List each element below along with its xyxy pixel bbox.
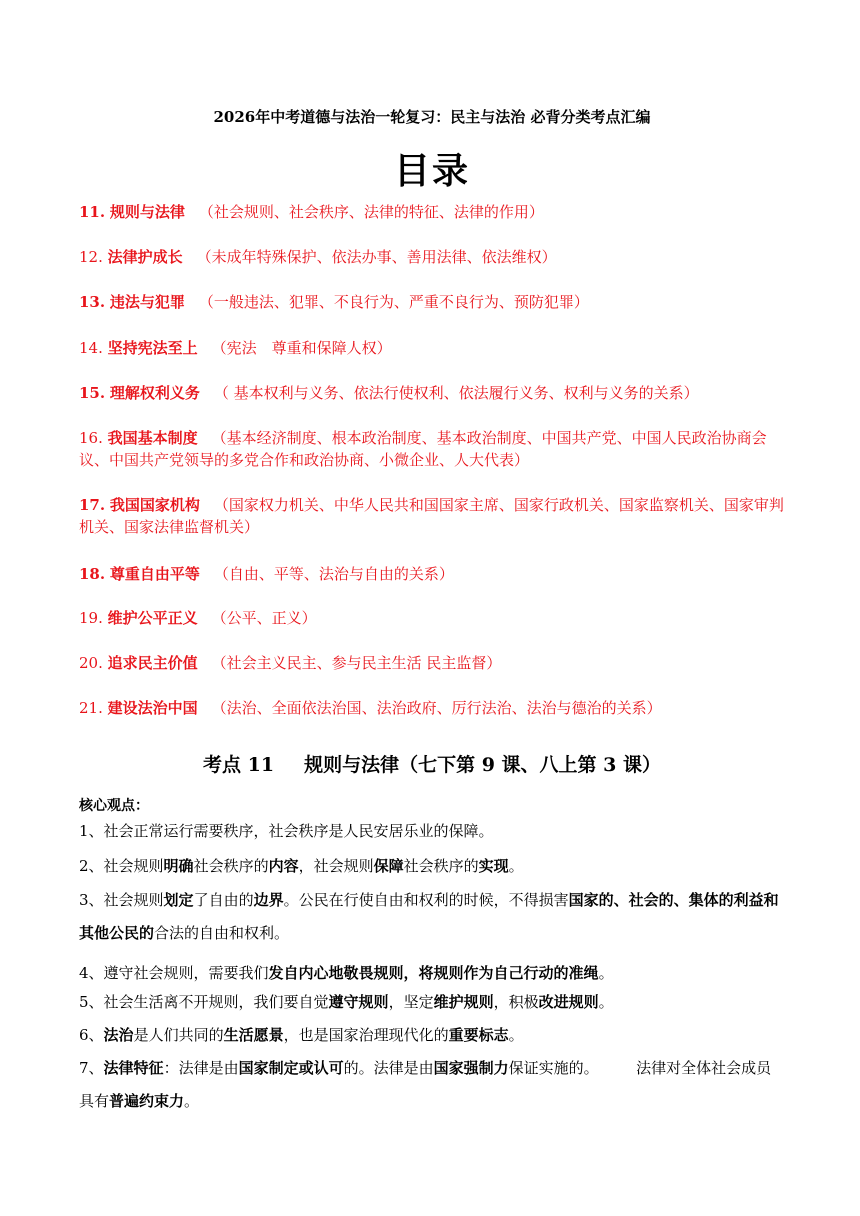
core-point: [79, 884, 785, 950]
toc-item-description: （ 基本权利与义务、依法行使权利、依法履行义务、权利与义务的关系）: [213, 384, 699, 402]
toc-item-description: （国家权力机关、中华人民共和国国家主席、国家行政机关、国家监察机关、国家审判机关、国家法律监督机关）: [79, 496, 784, 536]
toc-item-number: 13.: [79, 293, 106, 311]
core-point: [79, 1052, 785, 1118]
point-text: 社会秩序的: [193, 857, 269, 875]
point-text: 。: [508, 1026, 524, 1044]
toc-item: [79, 563, 785, 585]
toc-item-name: 理解权利义务: [109, 384, 200, 402]
toc-item-name: 尊重自由平等: [109, 565, 200, 583]
emphasis-text: 国家的、社会的、集体的利益和其他公民的: [79, 891, 779, 942]
toc-item-number: 18.: [79, 565, 106, 583]
toc-item-number: 17.: [79, 496, 106, 514]
emphasis-text: 明确: [163, 857, 194, 875]
emphasis-text: 边界: [253, 891, 284, 909]
toc-item-number: 19.: [79, 609, 103, 627]
point-text: 7、: [79, 1059, 104, 1077]
toc-item: [79, 246, 785, 268]
toc-item: [79, 494, 785, 538]
toc-item: [79, 427, 785, 471]
toc-item-description: （未成年特殊保护、依法办事、善用法律、依法维权）: [196, 248, 557, 266]
toc-item-description: （法治、全面依法治国、法治政府、厉行法治、法治与德治的关系）: [211, 699, 662, 717]
point-text: 5、社会生活离不开规则，我们要自觉: [79, 993, 329, 1011]
toc-item-description: （自由、平等、法治与自由的关系）: [213, 565, 454, 583]
point-text: 合法的自由和权利。: [154, 924, 290, 942]
core-point: [79, 850, 785, 883]
toc-item-description: （社会规则、社会秩序、法律的特征、法律的作用）: [198, 203, 544, 221]
toc-heading: 目录: [393, 150, 470, 192]
emphasis-text: 遵守规则: [328, 993, 389, 1011]
toc-item-description: （社会主义民主、参与民主生活 民主监督）: [211, 654, 502, 672]
toc-item: [79, 201, 785, 223]
point-text: ，坚定: [388, 993, 434, 1011]
toc-item: [79, 382, 785, 404]
emphasis-text: 保障: [373, 857, 404, 875]
emphasis-text: 生活愿景: [223, 1026, 284, 1044]
emphasis-text: 改进规则: [538, 993, 599, 1011]
toc-item-name: 维护公平正义: [107, 609, 198, 627]
point-text: 。: [598, 964, 614, 982]
toc-item-name: 规则与法律: [109, 203, 185, 221]
point-text: 社会秩序的: [403, 857, 479, 875]
toc-item-number: 20.: [79, 654, 103, 672]
core-point: [79, 986, 785, 1019]
section-heading: [79, 750, 785, 777]
toc-item-number: 12.: [79, 248, 103, 266]
point-text: ，社会规则: [298, 857, 374, 875]
emphasis-text: 法律特征: [103, 1059, 164, 1077]
toc-item-name: 建设法治中国: [107, 699, 198, 717]
toc-item-name: 法律护成长: [107, 248, 183, 266]
emphasis-text: 内容: [268, 857, 299, 875]
point-text: 2、社会规则: [79, 857, 164, 875]
toc-item-name: 违法与犯罪: [109, 293, 185, 311]
core-point: [79, 1019, 785, 1052]
toc-item: [79, 607, 785, 629]
section-title-text: 规则与法律（七下第 9 课、八上第 3 课）: [304, 754, 661, 776]
point-text: 3、社会规则: [79, 891, 164, 909]
toc-item-name: 追求民主价值: [107, 654, 198, 672]
emphasis-text: 法治: [103, 1026, 134, 1044]
point-text: ：法律是由: [163, 1059, 239, 1077]
toc-item-description: （公平、正义）: [211, 609, 317, 627]
toc-item-number: 16.: [79, 429, 103, 447]
point-text: 。: [184, 1092, 200, 1110]
toc-item-number: 15.: [79, 384, 106, 402]
point-text: 了自由的: [193, 891, 254, 909]
toc-item: [79, 652, 785, 674]
emphasis-text: 国家强制力: [433, 1059, 509, 1077]
point-text: 是人们共同的: [133, 1026, 224, 1044]
toc-item-description: （宪法 尊重和保障人权）: [211, 339, 392, 357]
point-text: 6、: [79, 1026, 104, 1044]
toc-item-description: （一般违法、犯罪、不良行为、严重不良行为、预防犯罪）: [198, 293, 589, 311]
toc-item: [79, 697, 785, 719]
emphasis-text: 发自内心地敬畏规则，将规则作为自己行动的准绳: [268, 964, 599, 982]
emphasis-text: 国家制定或认可: [238, 1059, 344, 1077]
toc-item-name: 坚持宪法至上: [107, 339, 198, 357]
toc-item-description: （基本经济制度、根本政治制度、基本政治制度、中国共产党、中国人民政治协商会议、中国共产党领导的多党合作和政治协商、小微企业、人大代表）: [79, 429, 767, 469]
point-text: 。: [598, 993, 614, 1011]
point-text: ，也是国家治理现代化的: [283, 1026, 449, 1044]
point-text: 保证实施的。 法律对全体社会成员具有: [79, 1059, 772, 1110]
toc-item: [79, 291, 785, 313]
emphasis-text: 重要标志: [448, 1026, 509, 1044]
toc-item-name: 我国国家机构: [109, 496, 200, 514]
core-point: [79, 815, 785, 848]
core-points-label: 核心观点：: [79, 798, 149, 814]
toc-item: [79, 337, 785, 359]
point-text: 1、社会正常运行需要秩序，社会秩序是人民安居乐业的保障。: [79, 822, 494, 840]
point-text: 。公民在行使自由和权利的时候，不得损害: [283, 891, 569, 909]
point-text: 。: [508, 857, 524, 875]
section-label: 考点 11: [203, 754, 275, 776]
toc-item-number: 14.: [79, 339, 103, 357]
point-text: 4、遵守社会规则，需要我们: [79, 964, 269, 982]
emphasis-text: 实现: [478, 857, 509, 875]
toc-item-number: 11.: [79, 203, 106, 221]
point-text: ，积极: [493, 993, 539, 1011]
emphasis-text: 划定: [163, 891, 194, 909]
toc-item-number: 21.: [79, 699, 103, 717]
document-title: 2026年中考道德与法治一轮复习：民主与法治 必背分类考点汇编: [213, 108, 651, 126]
emphasis-text: 维护规则: [433, 993, 494, 1011]
emphasis-text: 普遍约束力: [109, 1092, 185, 1110]
point-text: 的。法律是由: [343, 1059, 434, 1077]
toc-item-name: 我国基本制度: [107, 429, 198, 447]
